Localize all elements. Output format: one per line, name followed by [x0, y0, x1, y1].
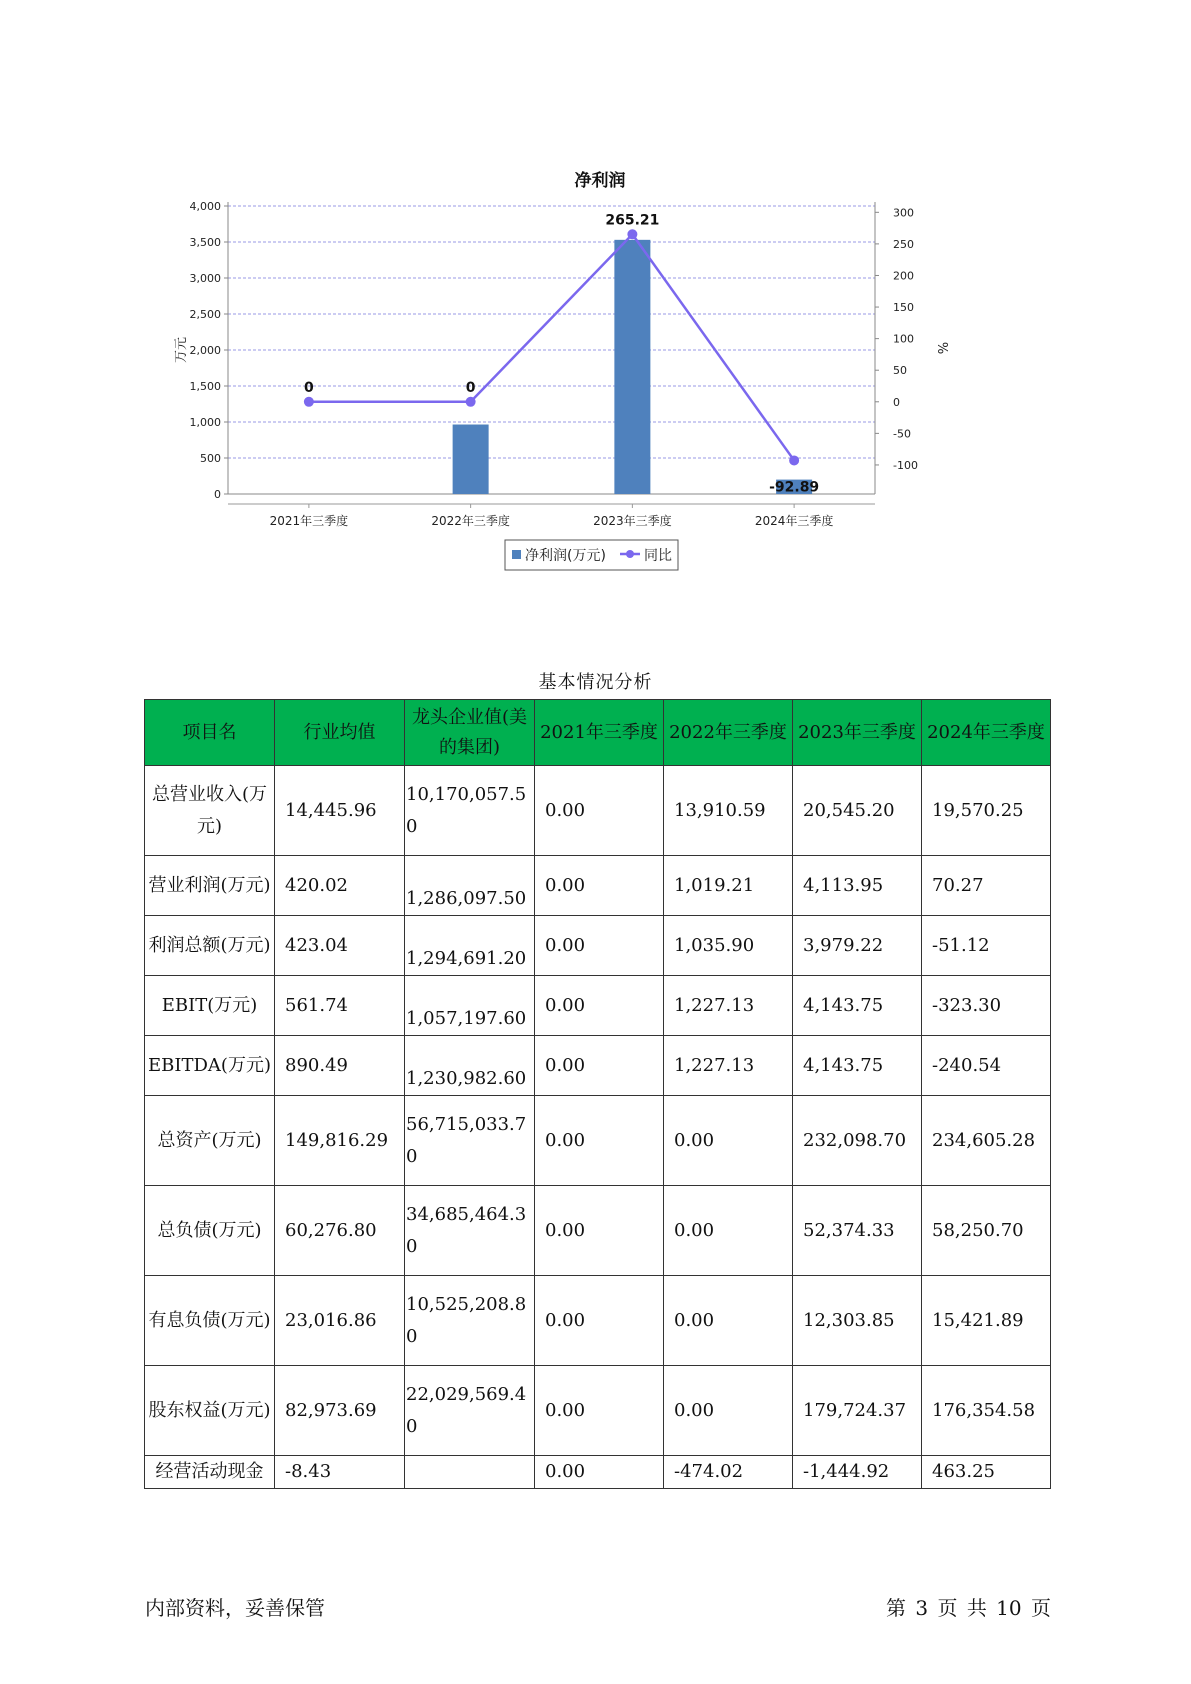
left-tick-label: 0	[214, 488, 221, 501]
right-tick-label: -100	[893, 458, 918, 472]
cell-industry-average: 23,016.86	[275, 1276, 405, 1366]
cell-2022-q3: 1,227.13	[664, 1036, 793, 1096]
cell-2024-q3: 234,605.28	[922, 1096, 1051, 1186]
cell-2024-q3: -323.30	[922, 976, 1051, 1036]
cell-2021-q3: 0.00	[535, 916, 664, 976]
bar	[453, 425, 489, 494]
cell-2023-q3: 20,545.20	[793, 766, 922, 856]
cell-2024-q3: 463.25	[922, 1456, 1051, 1489]
cell-2022-q3: 0.00	[664, 1186, 793, 1276]
legend-line-label: 同比	[644, 548, 672, 564]
cell-2023-q3: 4,113.95	[793, 856, 922, 916]
cell-2022-q3: 1,227.13	[664, 976, 793, 1036]
right-tick-label: 100	[893, 332, 914, 346]
cell-2023-q3: 3,979.22	[793, 916, 922, 976]
cell-2021-q3: 0.00	[535, 1366, 664, 1456]
cell-2024-q3: 58,250.70	[922, 1186, 1051, 1276]
cell-2022-q3: 0.00	[664, 1276, 793, 1366]
cell-item-name: EBITDA(万元)	[145, 1036, 275, 1096]
cell-leader-value	[405, 1456, 535, 1489]
cell-leader-value: 34,685,464.30	[405, 1186, 535, 1276]
cell-2022-q3: 0.00	[664, 1366, 793, 1456]
left-tick-label: 3,500	[189, 236, 221, 249]
x-tick-label: 2021年三季度	[269, 514, 349, 528]
line-point	[789, 455, 799, 465]
table-row	[145, 1366, 1051, 1456]
cell-item-name: 经营活动现金	[145, 1456, 275, 1489]
cell-industry-average: 890.49	[275, 1036, 405, 1096]
table-body	[145, 766, 1051, 1489]
cell-2022-q3: 0.00	[664, 1096, 793, 1186]
cell-leader-value: 10,525,208.80	[405, 1276, 535, 1366]
cell-leader-value: 10,170,057.50	[405, 766, 535, 856]
data-label: 0	[465, 379, 476, 396]
cell-2021-q3: 0.00	[535, 1276, 664, 1366]
right-tick-label: 50	[893, 364, 907, 378]
cell-2022-q3: -474.02	[664, 1456, 793, 1489]
left-tick-label: 500	[200, 452, 221, 465]
data-label: 265.21	[605, 212, 660, 229]
cell-industry-average: 561.74	[275, 976, 405, 1036]
cell-2023-q3: 4,143.75	[793, 976, 922, 1036]
table-title: 基本情况分析	[538, 672, 653, 693]
cell-industry-average: 423.04	[275, 916, 405, 976]
line-point	[466, 397, 476, 407]
chart-title: 净利润	[574, 171, 626, 191]
cell-industry-average: -8.43	[275, 1456, 405, 1489]
cell-2023-q3: -1,444.92	[793, 1456, 922, 1489]
cell-item-name: 有息负债(万元)	[145, 1276, 275, 1366]
cell-2021-q3: 0.00	[535, 1036, 664, 1096]
header-2021-q3: 2021年三季度	[535, 700, 664, 766]
legend-bar-label: 净利润(万元)	[525, 548, 606, 564]
right-tick-label: 200	[893, 269, 914, 283]
cell-2021-q3: 0.00	[535, 976, 664, 1036]
cell-item-name: 总营业收入(万元)	[145, 766, 275, 856]
cell-2023-q3: 232,098.70	[793, 1096, 922, 1186]
cell-2024-q3: 15,421.89	[922, 1276, 1051, 1366]
cell-2021-q3: 0.00	[535, 766, 664, 856]
chart-grid	[228, 206, 875, 458]
cell-leader-value: 1,286,097.50	[405, 856, 535, 916]
cell-item-name: 总负债(万元)	[145, 1186, 275, 1276]
left-tick-label: 3,000	[189, 272, 221, 285]
right-tick-label: -50	[893, 427, 911, 441]
table-row	[145, 1456, 1051, 1489]
cell-2023-q3: 179,724.37	[793, 1366, 922, 1456]
table-row	[145, 766, 1051, 856]
left-axis-label: 万元	[174, 336, 189, 364]
x-tick-label: 2024年三季度	[754, 514, 834, 528]
data-label: 0	[304, 379, 314, 396]
cell-2023-q3: 52,374.33	[793, 1186, 922, 1276]
header-industry-average: 行业均值	[275, 700, 405, 766]
cell-industry-average: 60,276.80	[275, 1186, 405, 1276]
table-header-row	[145, 700, 1051, 766]
header-item-name: 项目名	[145, 700, 275, 766]
right-tick-label: 250	[893, 237, 914, 251]
right-tick-label: 300	[893, 206, 914, 220]
left-tick-label: 2,000	[189, 344, 221, 357]
x-tick-label: 2023年三季度	[593, 514, 672, 528]
right-tick-label: 150	[893, 301, 914, 315]
cell-2024-q3: 19,570.25	[922, 766, 1051, 856]
cell-industry-average: 82,973.69	[275, 1366, 405, 1456]
cell-industry-average: 420.02	[275, 856, 405, 916]
cell-2022-q3: 1,019.21	[664, 856, 793, 916]
cell-item-name: 营业利润(万元)	[145, 856, 275, 916]
legend-bar-swatch	[512, 550, 521, 559]
cell-2022-q3: 1,035.90	[664, 916, 793, 976]
cell-2024-q3: -51.12	[922, 916, 1051, 976]
cell-leader-value: 1,057,197.60	[405, 976, 535, 1036]
right-tick-label: 0	[893, 395, 900, 409]
cell-2021-q3: 0.00	[535, 856, 664, 916]
right-axis-label: %	[934, 341, 949, 355]
legend-line-marker	[626, 550, 634, 558]
left-tick-label: 2,500	[189, 308, 221, 321]
header-2023-q3: 2023年三季度	[793, 700, 922, 766]
line-point	[627, 229, 637, 239]
cell-leader-value: 1,294,691.20	[405, 916, 535, 976]
cell-industry-average: 14,445.96	[275, 766, 405, 856]
left-tick-label: 4,000	[189, 200, 221, 213]
cell-2024-q3: 70.27	[922, 856, 1051, 916]
bar	[614, 240, 650, 494]
net-profit-chart	[160, 160, 1060, 630]
cell-2021-q3: 0.00	[535, 1456, 664, 1489]
left-tick-label: 1,500	[189, 380, 221, 393]
table-row	[145, 856, 1051, 916]
footer-confidential-note: 内部资料，妥善保管	[145, 1596, 325, 1620]
line-series	[304, 212, 819, 495]
cell-2021-q3: 0.00	[535, 1186, 664, 1276]
chart-legend	[505, 540, 678, 570]
header-leader-value: 龙头企业值(美的集团)	[405, 700, 535, 766]
cell-industry-average: 149,816.29	[275, 1096, 405, 1186]
header-2024-q3: 2024年三季度	[922, 700, 1051, 766]
cell-item-name: 股东权益(万元)	[145, 1366, 275, 1456]
cell-2024-q3: 176,354.58	[922, 1366, 1051, 1456]
cell-item-name: 总资产(万元)	[145, 1096, 275, 1186]
cell-leader-value: 56,715,033.70	[405, 1096, 535, 1186]
cell-2022-q3: 13,910.59	[664, 766, 793, 856]
table-row	[145, 1096, 1051, 1186]
header-2022-q3: 2022年三季度	[664, 700, 793, 766]
table-row	[145, 976, 1051, 1036]
table-row	[145, 1276, 1051, 1366]
line-point	[304, 397, 314, 407]
cell-leader-value: 1,230,982.60	[405, 1036, 535, 1096]
cell-item-name: EBIT(万元)	[145, 976, 275, 1036]
table-row	[145, 916, 1051, 976]
table-row	[145, 1036, 1051, 1096]
cell-2021-q3: 0.00	[535, 1096, 664, 1186]
x-tick-label: 2022年三季度	[431, 514, 510, 528]
line-path	[309, 234, 794, 460]
cell-leader-value: 22,029,569.40	[405, 1366, 535, 1456]
left-tick-label: 1,000	[189, 416, 221, 429]
cell-item-name: 利润总额(万元)	[145, 916, 275, 976]
cell-2023-q3: 12,303.85	[793, 1276, 922, 1366]
table-row	[145, 1186, 1051, 1276]
cell-2024-q3: -240.54	[922, 1036, 1051, 1096]
basic-analysis-table	[144, 699, 1051, 1489]
data-label: -92.89	[769, 479, 820, 496]
footer-page-number: 第 3 页 共 10 页	[886, 1596, 1051, 1620]
cell-2023-q3: 4,143.75	[793, 1036, 922, 1096]
